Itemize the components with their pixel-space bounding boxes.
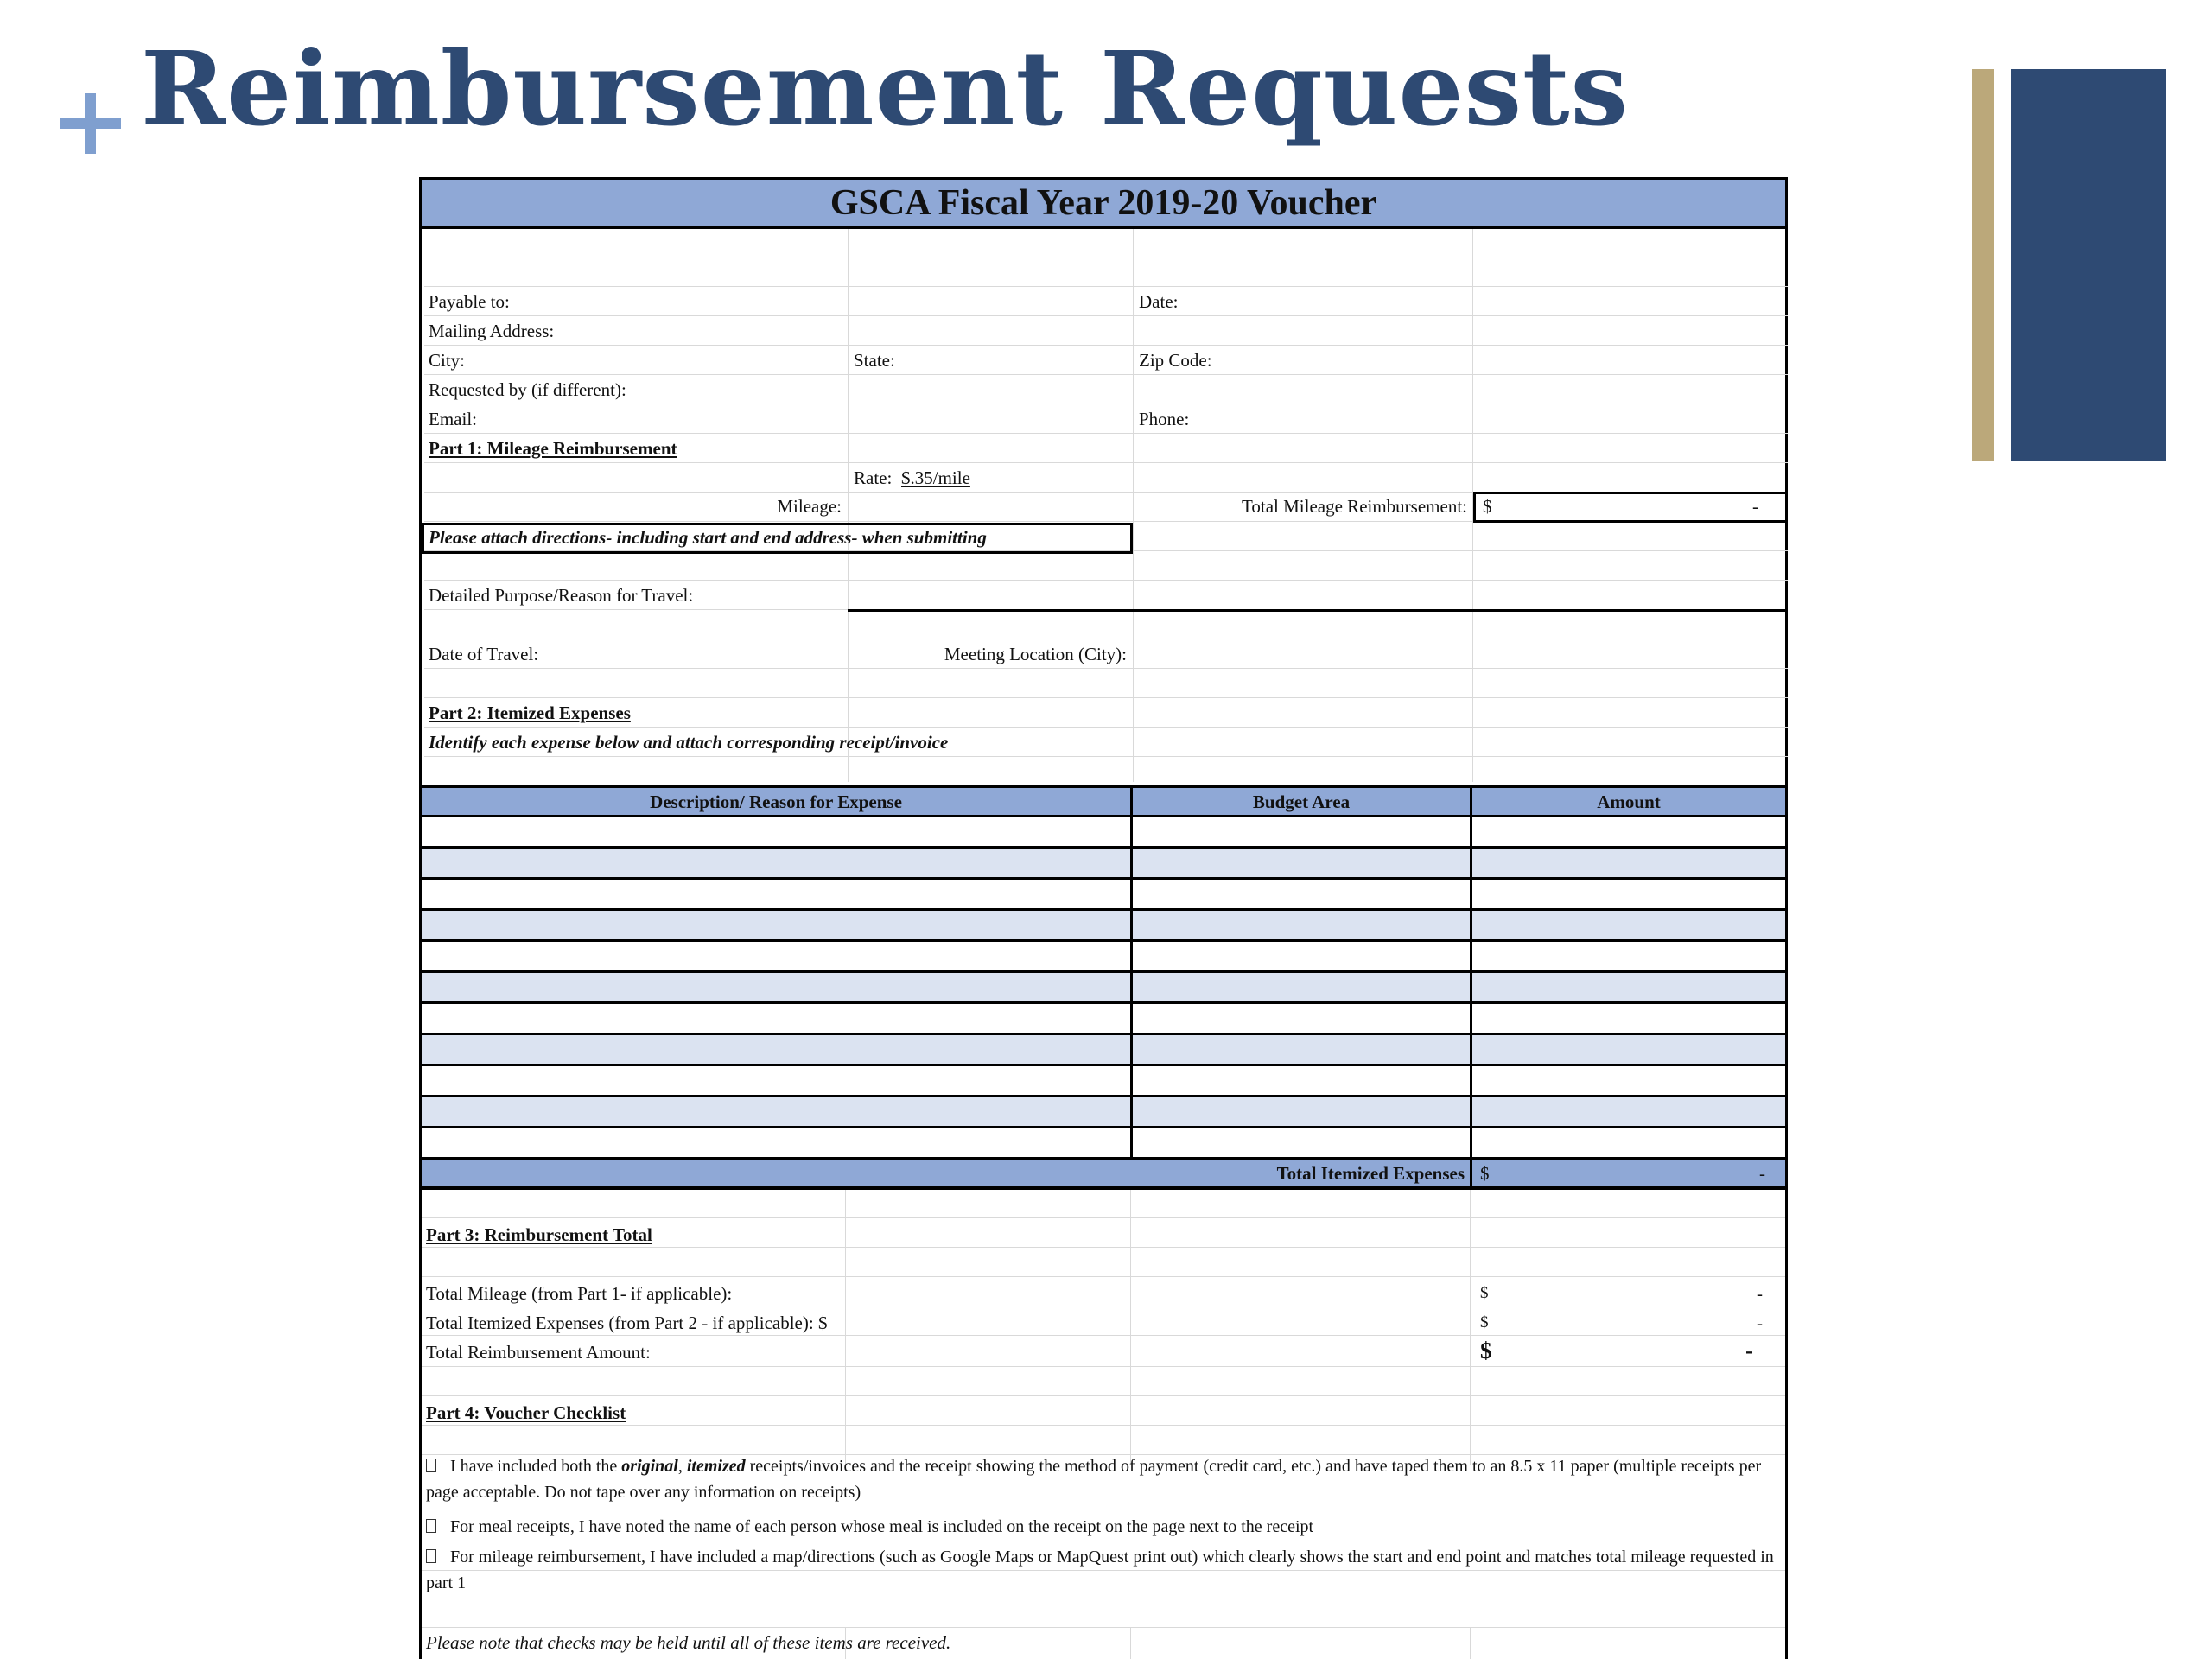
checklist-note: Please note that checks may be held until all of these items are received. [426, 1632, 951, 1653]
rate-label: Rate: [854, 467, 893, 488]
expense-row [419, 1097, 1788, 1128]
expense-row [419, 817, 1788, 849]
purpose-label: Detailed Purpose/Reason for Travel: [429, 585, 694, 606]
expense-row [419, 1128, 1788, 1160]
phone-label: Phone: [1139, 409, 1190, 429]
column-description: Description/ Reason for Expense [422, 788, 1133, 815]
checklist-item-3: For mileage reimbursement, I have included a map/directions (such as Google Maps or MapQuest print out) which clearly shows the start and end point and matches total mileage requested in part 1 [426, 1548, 1774, 1592]
expense-row [419, 911, 1788, 942]
checkbox-icon[interactable] [426, 1549, 436, 1563]
expense-row [419, 1035, 1788, 1066]
total-itemized-value: - [1759, 1163, 1765, 1184]
part2-instruction: Identify each expense below and attach corresponding receipt/invoice [429, 732, 949, 753]
expense-row [419, 1066, 1788, 1097]
part3-heading: Part 3: Reimbursement Total [426, 1224, 652, 1245]
expense-row [419, 942, 1788, 973]
total-reimbursement-label: Total Reimbursement Amount: [426, 1342, 651, 1363]
plus-icon [60, 93, 121, 154]
total-mileage-part3-value: - [1757, 1283, 1763, 1304]
total-itemized-label: Total Itemized Expenses [1276, 1163, 1465, 1184]
meeting-location-label: Meeting Location (City): [944, 644, 1127, 664]
part1-heading: Part 1: Mileage Reimbursement [429, 438, 677, 459]
mileage-label: Mileage: [777, 496, 842, 517]
expense-row [419, 1004, 1788, 1035]
total-reimbursement-value: - [1745, 1338, 1753, 1363]
total-reimbursement-currency: $ [1480, 1338, 1492, 1363]
requested-by-label: Requested by (if different): [429, 379, 626, 400]
slide-title: Reimbursement Requests [141, 29, 1629, 149]
checkbox-icon[interactable] [426, 1519, 436, 1533]
attach-note: Please attach directions- including start and end address- when submitting [429, 527, 987, 548]
total-itemized-part3-label: Total Itemized Expenses (from Part 2 - if applicable): $ [426, 1313, 828, 1333]
part4-heading: Part 4: Voucher Checklist [426, 1402, 626, 1423]
checklist-item-2: For meal receipts, I have noted the name of each person whose meal is included on the receipt on the page next to the receipt [426, 1514, 1774, 1540]
payable-to-label: Payable to: [429, 291, 510, 312]
expense-row [419, 880, 1788, 911]
voucher-title: GSCA Fiscal Year 2019-20 Voucher [419, 177, 1788, 229]
date-of-travel-label: Date of Travel: [429, 644, 539, 664]
state-label: State: [854, 350, 895, 371]
column-amount: Amount [1597, 791, 1661, 812]
voucher-form [419, 177, 1788, 1659]
total-mileage-box [1473, 492, 1788, 523]
checkbox-icon[interactable] [426, 1459, 436, 1472]
total-mileage-currency: $ [1483, 496, 1492, 517]
voucher-lower-section [419, 1190, 1788, 1659]
total-itemized-row [419, 1160, 1788, 1190]
rate-value: $.35/mile [901, 467, 970, 488]
total-itemized-part3-currency: $ [1480, 1313, 1489, 1332]
total-itemized-part3-value: - [1757, 1313, 1763, 1333]
email-label: Email: [429, 409, 477, 429]
total-mileage-part3-currency: $ [1480, 1284, 1489, 1302]
accent-bar-gold [1972, 69, 1994, 461]
part2-heading: Part 2: Itemized Expenses [429, 702, 631, 723]
expense-header-row [419, 785, 1788, 817]
accent-bar-navy [2011, 69, 2166, 461]
total-mileage-part3-label: Total Mileage (from Part 1- if applicable): [426, 1283, 733, 1304]
zip-code-label: Zip Code: [1139, 350, 1212, 371]
total-mileage-label: Total Mileage Reimbursement: [1242, 496, 1467, 517]
total-mileage-value: - [1752, 496, 1758, 517]
purpose-underline [848, 609, 1788, 612]
city-label: City: [429, 350, 466, 371]
checklist-item-1: I have included both the original, itemized receipts/invoices and the receipt showing the method of payment (credit card, etc.) and have taped them to an 8.5 x 11 paper (multiple receipts per page acceptable. Do not tape over any information on receipts) [426, 1457, 1762, 1502]
mailing-address-label: Mailing Address: [429, 321, 555, 341]
total-itemized-currency: $ [1480, 1163, 1490, 1184]
column-budget-area: Budget Area [1133, 788, 1472, 815]
expense-row [419, 849, 1788, 880]
date-label: Date: [1139, 291, 1179, 312]
expense-row [419, 973, 1788, 1004]
